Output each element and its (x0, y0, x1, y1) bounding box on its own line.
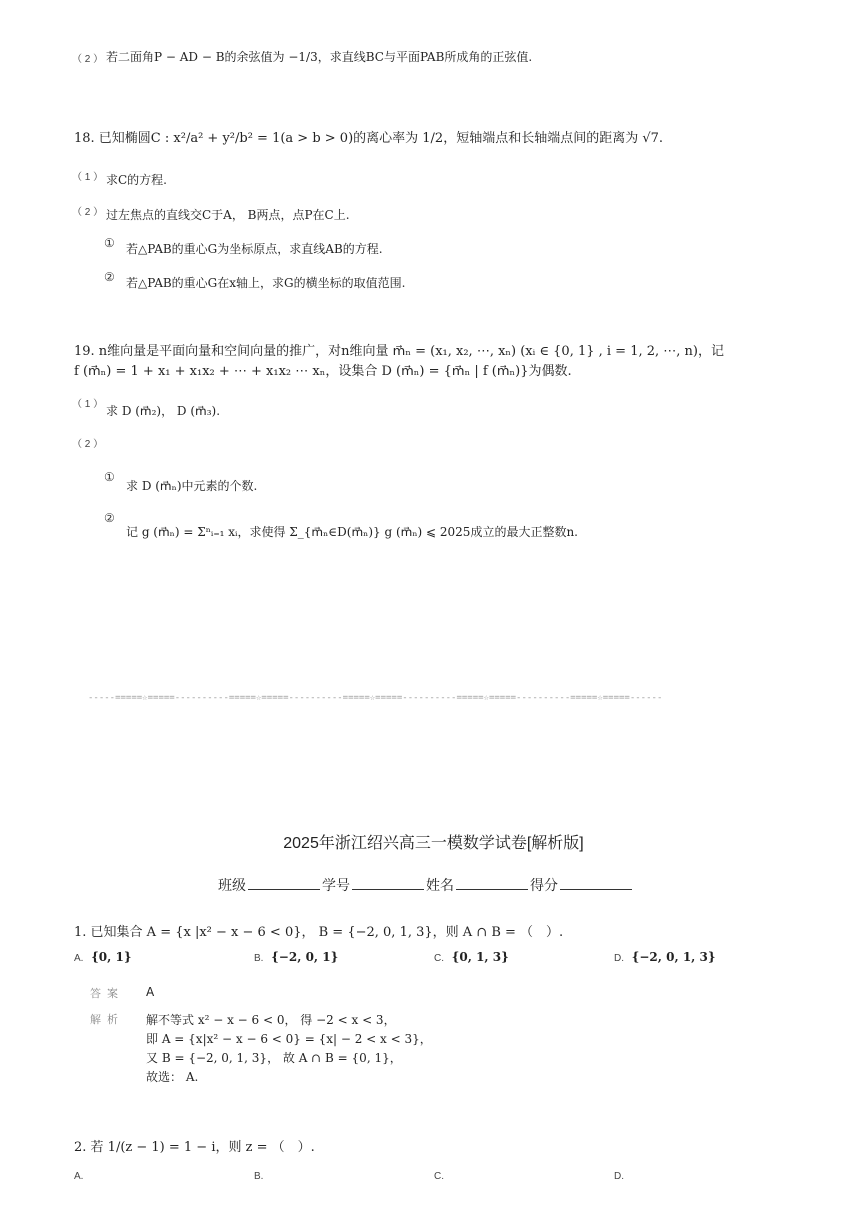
name-blank[interactable] (456, 877, 528, 890)
q19-circle-1: ① (104, 470, 115, 484)
q17-part2-number: （ 2 ） (72, 54, 104, 65)
q1-analysis-line: 故选： A. (146, 1070, 199, 1084)
q18-circle-2: ② (104, 270, 115, 284)
section-divider: -----=====☆=====----------=====☆=====----------=====☆=====----------=====☆=====----------=====☆=====------ (88, 693, 663, 703)
q19-part1-number: （ 1 ） (72, 399, 104, 410)
q18-stem: 18. 已知椭圆C : x²/a² + y²/b² = 1(a > b > 0)的离心率为 1/2，短轴端点和长轴端点间的距离为 √7. (74, 131, 664, 146)
q19-part1-text: 求 D (m⃗₂)， D (m⃗₃). (106, 404, 221, 418)
q1-option-a-value: {0, 1} (91, 950, 132, 964)
q1-option-b-value: {−2, 0, 1} (271, 950, 339, 964)
q19-sub2-text: 记 g (m⃗ₙ) = Σⁿᵢ₌₁ xᵢ，求使得 Σ_{m⃗ₙ∈D(m⃗ₙ)} g (m⃗ₙ) ⩽ 2025成立的最大正整数n. (126, 525, 578, 539)
q1-analysis-line: 解不等式 x² − x − 6 < 0， 得 −2 < x < 3， (146, 1013, 396, 1027)
id-label: 学号 (322, 877, 350, 893)
q19-part2-number: （ 2 ） (72, 439, 104, 450)
q2-option-a-label: A. (74, 1171, 84, 1182)
q18-sub2-text: 若△PAB的重心G在x轴上，求G的横坐标的取值范围. (126, 276, 406, 290)
q18-sub1-text: 若△PAB的重心G为坐标原点，求直线AB的方程. (126, 242, 383, 256)
q1-option-c-label: C. (434, 953, 444, 964)
q18-part2-number: （ 2 ） (72, 207, 104, 218)
q19-sub1-text: 求 D (m⃗ₙ)中元素的个数. (126, 479, 258, 493)
q1-analysis-line: 即 A = {x|x² − x − 6 < 0} = {x| − 2 < x < 3}， (146, 1032, 432, 1046)
exam-title: 2025年浙江绍兴高三一模数学试卷[解析版] (283, 835, 584, 852)
class-blank[interactable] (248, 877, 320, 890)
q19-circle-2: ② (104, 511, 115, 525)
class-label: 班级 (218, 877, 246, 893)
q17-part2-text: 若二面角P − AD − B的余弦值为 −1/3，求直线BC与平面PAB所成角的正弦值. (106, 50, 533, 64)
q18-circle-1: ① (104, 236, 115, 250)
name-label: 姓名 (426, 877, 454, 893)
q1-answer-label: 答案 (90, 988, 124, 1000)
q19-stem-line2: f (m⃗ₙ) = 1 + x₁ + x₁x₂ + ⋯ + x₁x₂ ⋯ xₙ，设集合 D (m⃗ₙ) = {m⃗ₙ | f (m⃗ₙ)}为偶数. (74, 364, 572, 379)
q18-part2-text: 过左焦点的直线交C于A， B两点，点P在C上. (106, 208, 350, 222)
q1-option-b (254, 950, 338, 964)
id-blank[interactable] (352, 877, 424, 890)
q18-part1-number: （ 1 ） (72, 172, 104, 183)
q18-part1-text: 求C的方程. (106, 173, 167, 187)
q2-option-b-label: B. (254, 1171, 264, 1182)
q1-stem: 1. 已知集合 A = {x |x² − x − 6 < 0}， B = {−2, 0, 1, 3}，则 A ∩ B = （ ）. (74, 925, 564, 940)
score-label: 得分 (530, 877, 558, 893)
q1-option-d (614, 950, 716, 964)
q1-option-d-label: D. (614, 953, 624, 964)
score-blank[interactable] (560, 877, 632, 890)
q1-option-a-label: A. (74, 953, 84, 964)
student-info-fields (218, 875, 634, 895)
q1-option-c-value: {0, 1, 3} (451, 950, 509, 964)
q1-option-a (74, 950, 132, 964)
q2-option-d-label: D. (614, 1171, 624, 1182)
q19-stem-line1: 19. n维向量是平面向量和空间向量的推广，对n维向量 m⃗ₙ = (x₁, x₂, ⋯, xₙ) (xᵢ ∈ {0, 1} , i = 1, 2, ⋯, n)，记 (74, 344, 724, 359)
q2-option-c-label: C. (434, 1171, 444, 1182)
q1-option-b-label: B. (254, 953, 264, 964)
q1-option-c (434, 950, 509, 964)
q1-option-d-value: {−2, 0, 1, 3} (631, 950, 716, 964)
q1-analysis-label: 解析 (90, 1014, 124, 1026)
q2-stem: 2. 若 1/(z − 1) = 1 − i，则 z = （ ）. (74, 1140, 315, 1155)
q1-analysis-line: 又 B = {−2, 0, 1, 3}， 故 A ∩ B = {0, 1}， (146, 1051, 402, 1065)
q1-answer-value: A (146, 985, 155, 999)
